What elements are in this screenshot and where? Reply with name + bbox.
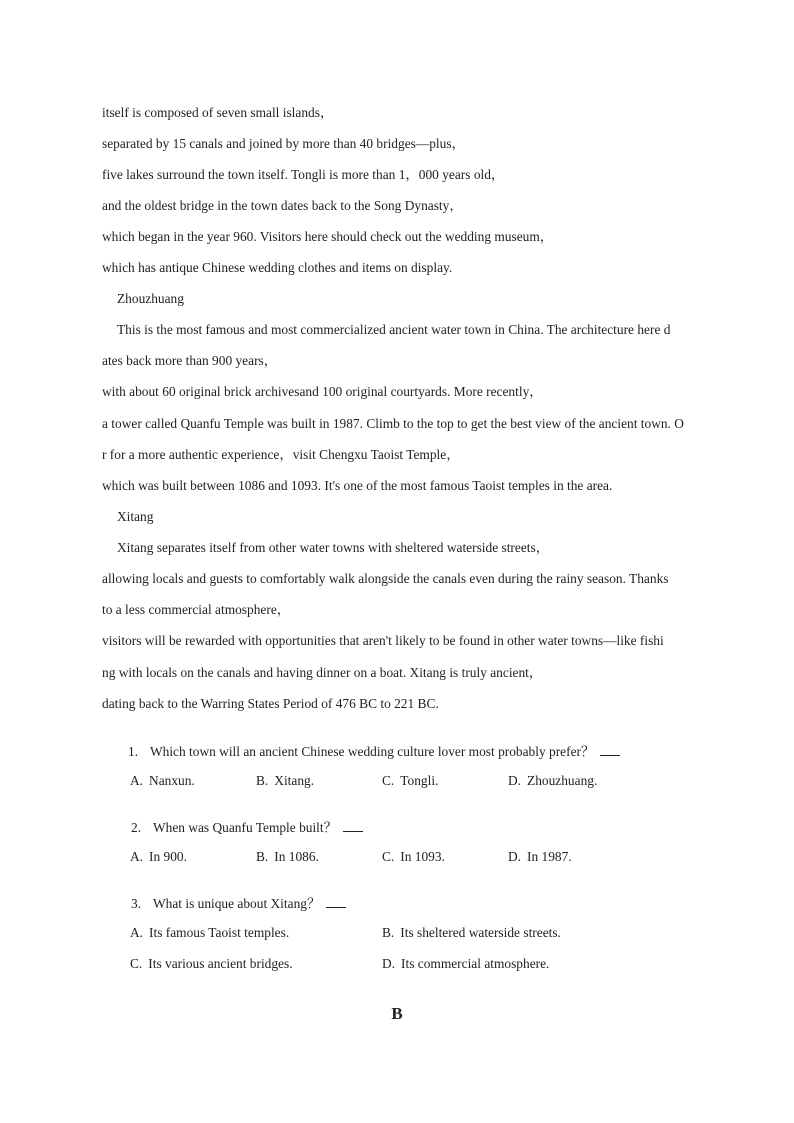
question-text: When was Quanfu Temple built？ xyxy=(153,820,338,835)
option-text: In 1086. xyxy=(274,849,319,864)
passage-line: five lakes surround the town itself. Tongli is more than 1，000 years old， xyxy=(102,167,505,182)
passage-line: to a less commercial atmosphere， xyxy=(102,602,291,617)
passage-line: ng with locals on the canals and having dinner on a boat. Xitang is truly ancient， xyxy=(102,665,543,680)
passage-line: which has antique Chinese wedding clothes and items on display. xyxy=(102,260,453,275)
answer-blank[interactable] xyxy=(343,820,363,832)
option-text: Its famous Taoist temples. xyxy=(149,925,290,940)
passage-line: and the oldest bridge in the town dates back to the Song Dynasty， xyxy=(102,198,463,213)
question-text: Which town will an ancient Chinese wedding culture lover most probably prefer？ xyxy=(150,744,595,759)
question-2 xyxy=(131,817,363,836)
option-b[interactable] xyxy=(256,773,314,789)
xitang-heading: Xitang xyxy=(117,509,154,524)
passage-line: which was built between 1086 and 1093. It's one of the most famous Taoist temples in the area. xyxy=(102,478,613,493)
option-letter: D. xyxy=(508,773,522,788)
option-text: Zhouzhuang. xyxy=(527,773,598,788)
option-letter: C. xyxy=(382,849,395,864)
question-number: 3. xyxy=(131,896,142,911)
option-letter: A. xyxy=(130,849,144,864)
option-b[interactable] xyxy=(256,849,319,865)
option-d[interactable] xyxy=(508,849,572,865)
option-text: Its commercial atmosphere. xyxy=(401,956,550,971)
option-b[interactable] xyxy=(382,925,561,941)
section-label: B xyxy=(391,1004,403,1023)
passage-line: r for a more authentic experience，visit Chengxu Taoist Temple， xyxy=(102,447,460,462)
passage-line: separated by 15 canals and joined by more than 40 bridges—plus， xyxy=(102,136,465,151)
option-letter: B. xyxy=(382,925,395,940)
option-text: In 1093. xyxy=(400,849,445,864)
question-3 xyxy=(131,893,346,912)
option-c[interactable] xyxy=(382,849,445,865)
passage-line: This is the most famous and most commercialized ancient water town in China. The architecture here d xyxy=(117,322,671,337)
option-letter: B. xyxy=(256,849,269,864)
option-d[interactable] xyxy=(508,773,597,789)
passage-line: Xitang separates itself from other water towns with sheltered waterside streets， xyxy=(117,540,550,555)
option-letter: A. xyxy=(130,925,144,940)
option-text: Nanxun. xyxy=(149,773,195,788)
passage-line: visitors will be rewarded with opportunities that aren't likely to be found in other water towns—like fishi xyxy=(102,633,664,648)
answer-blank[interactable] xyxy=(326,896,346,908)
option-text: Tongli. xyxy=(400,773,439,788)
option-a[interactable] xyxy=(130,849,187,865)
question-number: 2. xyxy=(131,820,142,835)
passage-line: a tower called Quanfu Temple was built in 1987. Climb to the top to get the best view of the ancient town. O xyxy=(102,416,684,431)
passage-line: ates back more than 900 years， xyxy=(102,353,278,368)
option-letter: B. xyxy=(256,773,269,788)
zhouzhuang-heading: Zhouzhuang xyxy=(117,291,184,306)
answer-blank[interactable] xyxy=(600,744,620,756)
option-letter: C. xyxy=(130,956,143,971)
passage-line: dating back to the Warring States Period of 476 BC to 221 BC. xyxy=(102,696,439,711)
question-number: 1. xyxy=(128,744,139,759)
option-letter: C. xyxy=(382,773,395,788)
option-letter: A. xyxy=(130,773,144,788)
option-letter: D. xyxy=(508,849,522,864)
option-a[interactable] xyxy=(130,773,195,789)
option-letter: D. xyxy=(382,956,396,971)
passage-line: allowing locals and guests to comfortably walk alongside the canals even during the rainy season. Thanks xyxy=(102,571,669,586)
option-text: Its various ancient bridges. xyxy=(148,956,293,971)
option-c[interactable] xyxy=(130,956,293,972)
option-text: In 900. xyxy=(149,849,187,864)
option-c[interactable] xyxy=(382,773,438,789)
question-1 xyxy=(128,741,620,760)
question-text: What is unique about Xitang？ xyxy=(153,896,321,911)
option-d[interactable] xyxy=(382,956,549,972)
option-a[interactable] xyxy=(130,925,289,941)
option-text: In 1987. xyxy=(527,849,572,864)
passage-line: itself is composed of seven small islands， xyxy=(102,105,334,120)
passage-line: which began in the year 960. Visitors here should check out the wedding museum， xyxy=(102,229,554,244)
passage-line: with about 60 original brick archivesand 100 original courtyards. More recently， xyxy=(102,384,543,399)
option-text: Its sheltered waterside streets. xyxy=(400,925,561,940)
option-text: Xitang. xyxy=(274,773,315,788)
